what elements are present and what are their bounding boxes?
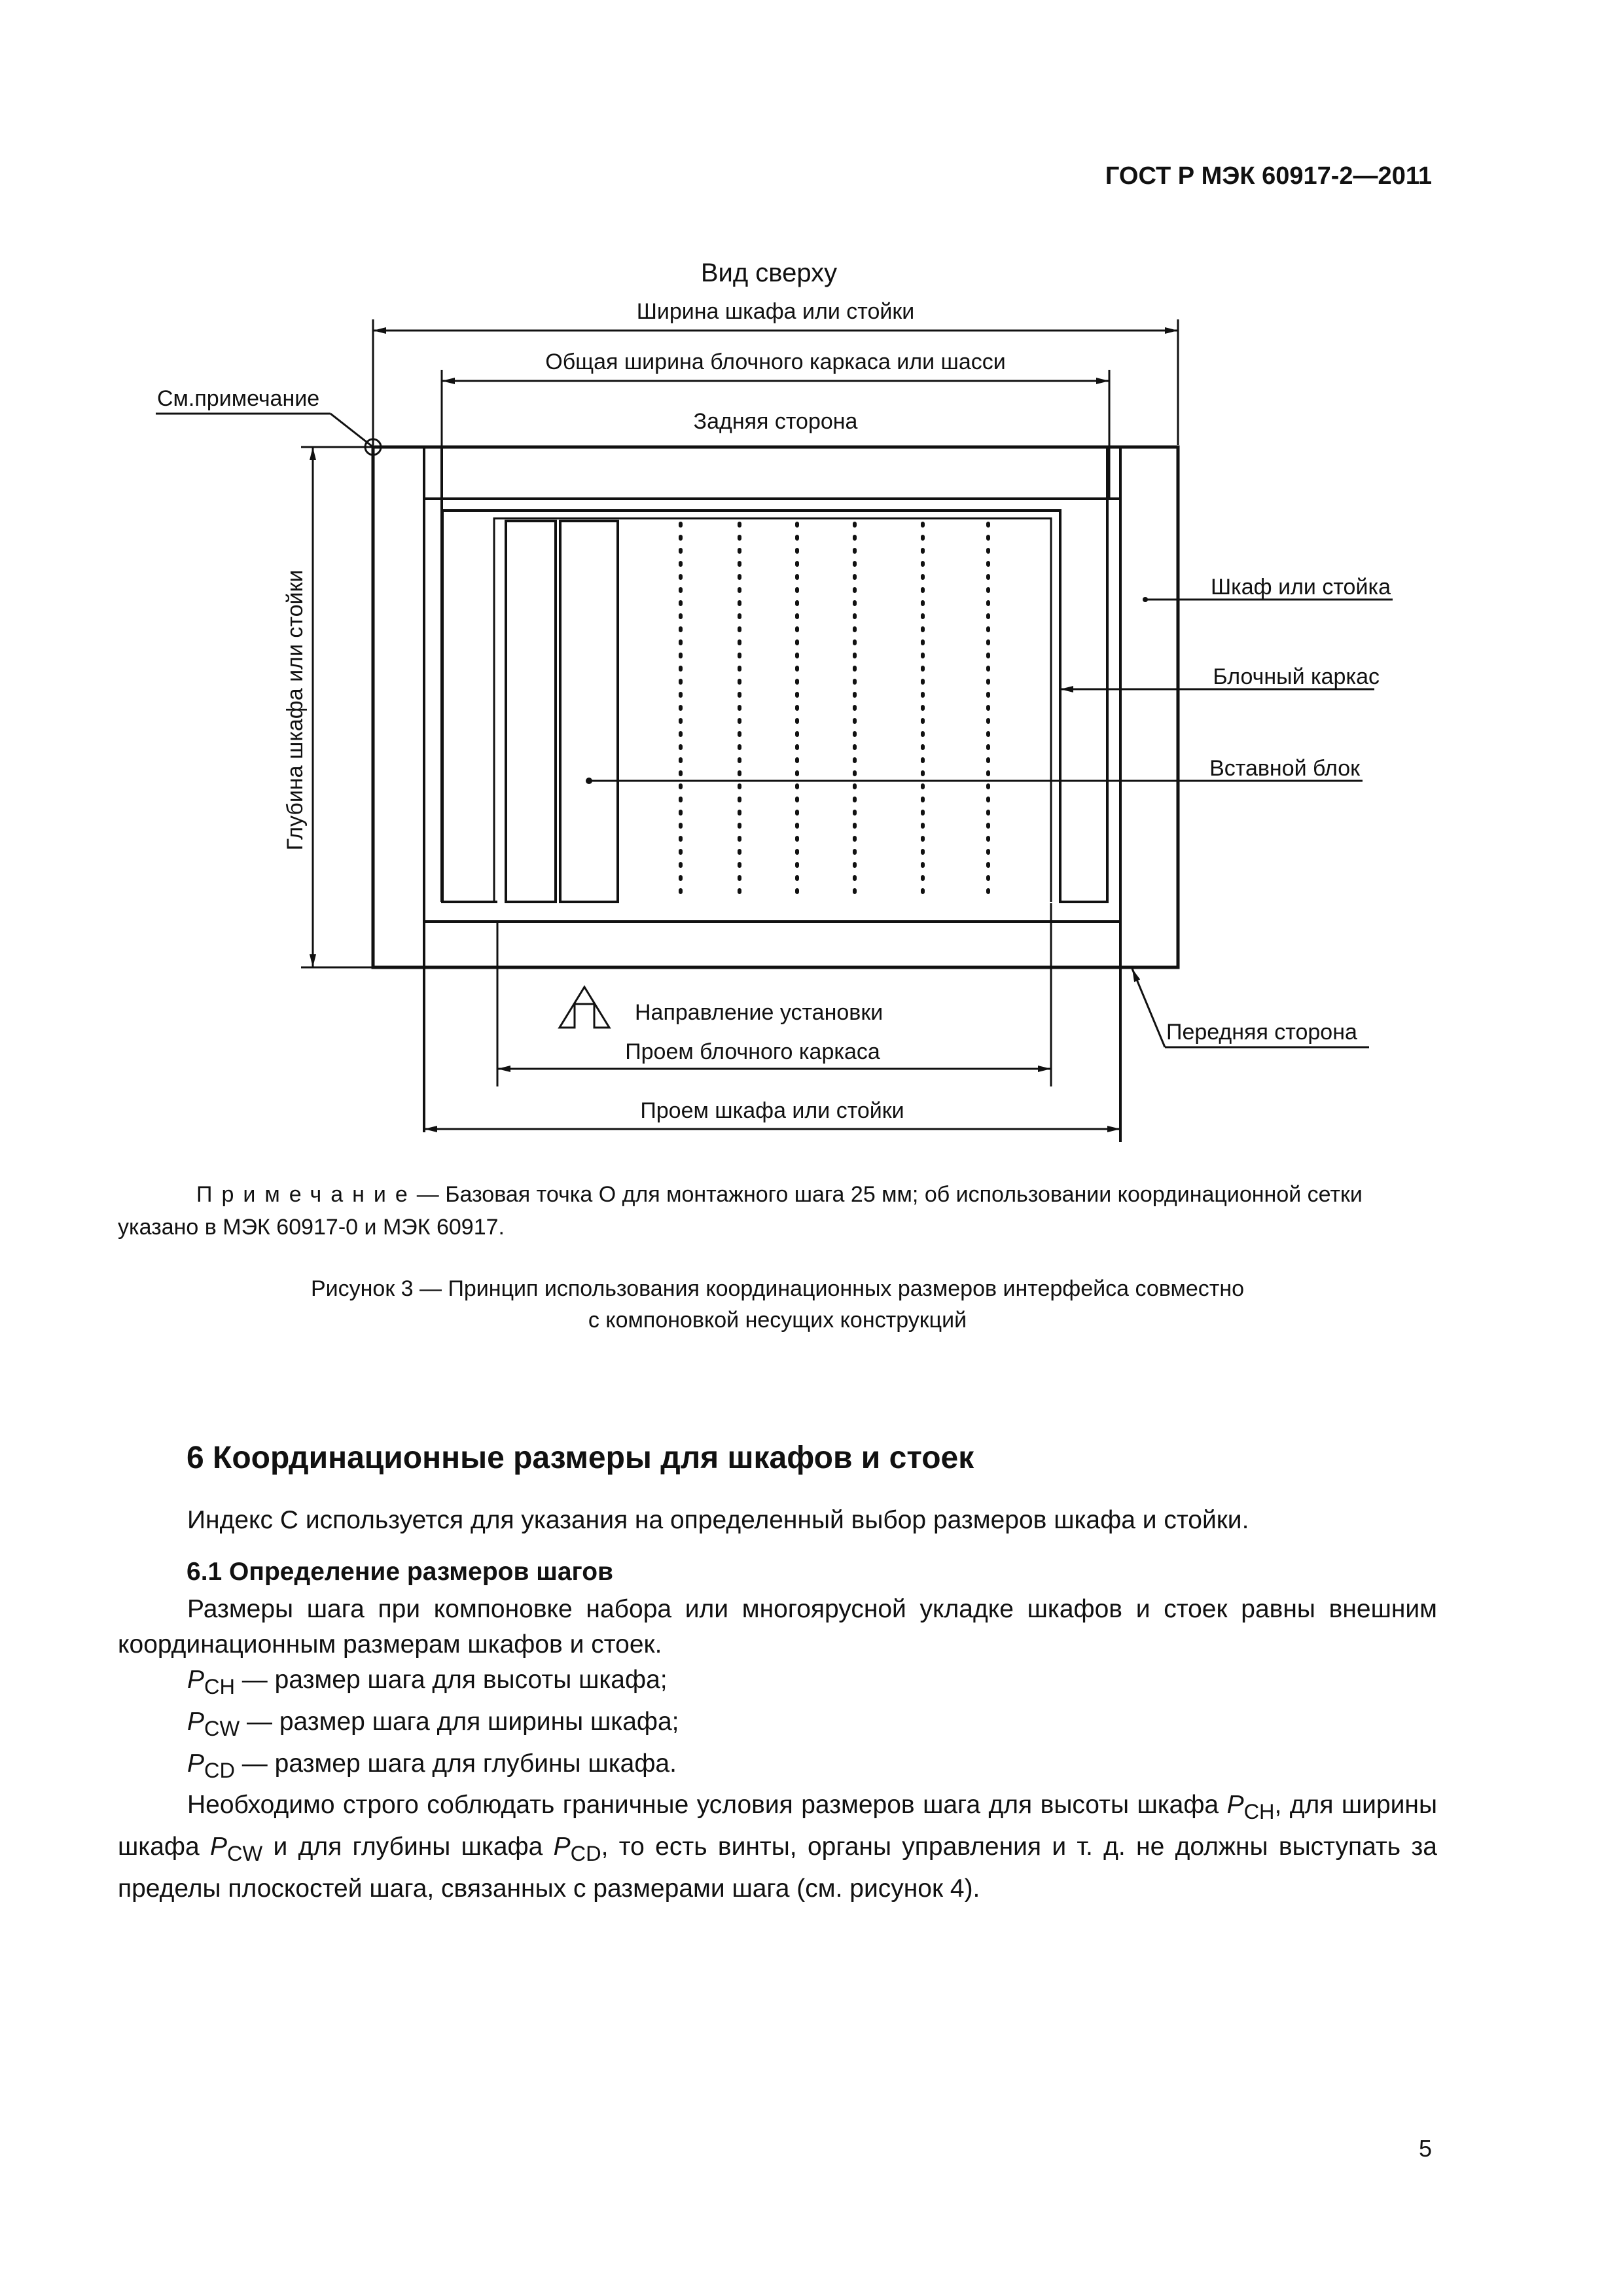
note-text: — Базовая точка О для монтажного шага 25 мм; об использовании координационной сетки указано в МЭК 60917-0 и МЭК 60917.: [118, 1182, 1363, 1240]
caption-line-1: Рисунок 3 — Принцип использования координационных размеров интерфейса совместно: [310, 1276, 1245, 1301]
plug-in-unit-2: [560, 521, 618, 902]
subrack-aperture-label: Проем блочного каркаса: [625, 1039, 880, 1064]
caption-line-2: с компоновкой несущих конструкций: [588, 1308, 967, 1333]
definition-pcd: $P_{CD}$ — размер шага для глубины шкафа.: [187, 1749, 677, 1782]
installation-direction-arrow: [560, 987, 609, 1028]
front-side-label: Передняя сторона: [1166, 1020, 1357, 1045]
subsection-6-1-title: 6.1 Определение размеров шагов: [187, 1558, 614, 1586]
install-direction-label: Направление установки: [635, 1000, 883, 1025]
subrack-frame: [442, 447, 1107, 902]
section-6-title: 6 Координационные размеры для шкафов и стоек: [187, 1441, 974, 1475]
definition-pcw: $P_{CW}$ — размер шага для ширины шкафа;: [187, 1707, 679, 1740]
definition-pch: $P_{CH}$ — размер шага для высоты шкафа;: [187, 1666, 668, 1698]
section-6-intro: Индекс С используется для указания на определенный выбор размеров шкафа и стойки.: [187, 1506, 1249, 1534]
figure-note: [118, 1178, 1437, 1244]
subsection-6-1-para-2: Необходимо строго соблюдать граничные условия размеров шага для высоты шкафа $P_{CH}$, для ширины шкафа $P_{CW}$ и для глубины шкафа $P_{CD}$, то есть винты, органы управления и т. д. не должны выступать за пределы плоскостей шага, связанных с размерами шага (см. рисунок 4).: [118, 1791, 1437, 1903]
page-number: 5: [1418, 2135, 1432, 2162]
rear-side-label: Задняя сторона: [693, 409, 858, 434]
cabinet-depth-label: Глубина шкафа или стойки: [283, 569, 308, 851]
note-title: Примечание: [196, 1182, 417, 1207]
document-header: ГОСТ Р МЭК 60917-2—2011: [1105, 162, 1432, 190]
view-title: Вид сверху: [700, 259, 838, 287]
subsection-6-1-para-1: Размеры шага при компоновке набора или многоярусной укладке шкафов и стоек равны внешним координационным размерам шкафов и стоек.: [118, 1595, 1437, 1659]
plug-in-unit-label: Вставной блок: [1209, 756, 1360, 781]
subrack-width-label: Общая ширина блочного каркаса или шасси: [545, 350, 1006, 374]
cabinet-rack-label: Шкаф или стойка: [1210, 575, 1391, 600]
plug-in-unit-1: [506, 521, 556, 902]
cabinet-width-label: Ширина шкафа или стойки: [636, 299, 915, 324]
see-note-label: См.примечание: [157, 386, 320, 411]
subsection-6-1-body: [118, 1592, 1437, 1907]
front-side-leader: [1132, 969, 1165, 1047]
cabinet-aperture-label: Проем шкафа или стойки: [640, 1098, 904, 1123]
subrack-label: Блочный каркас: [1213, 664, 1380, 689]
section-6-intro-block: [118, 1503, 1437, 1538]
subrack-inner-frame: [494, 518, 1051, 902]
figure-caption: [118, 1273, 1437, 1336]
